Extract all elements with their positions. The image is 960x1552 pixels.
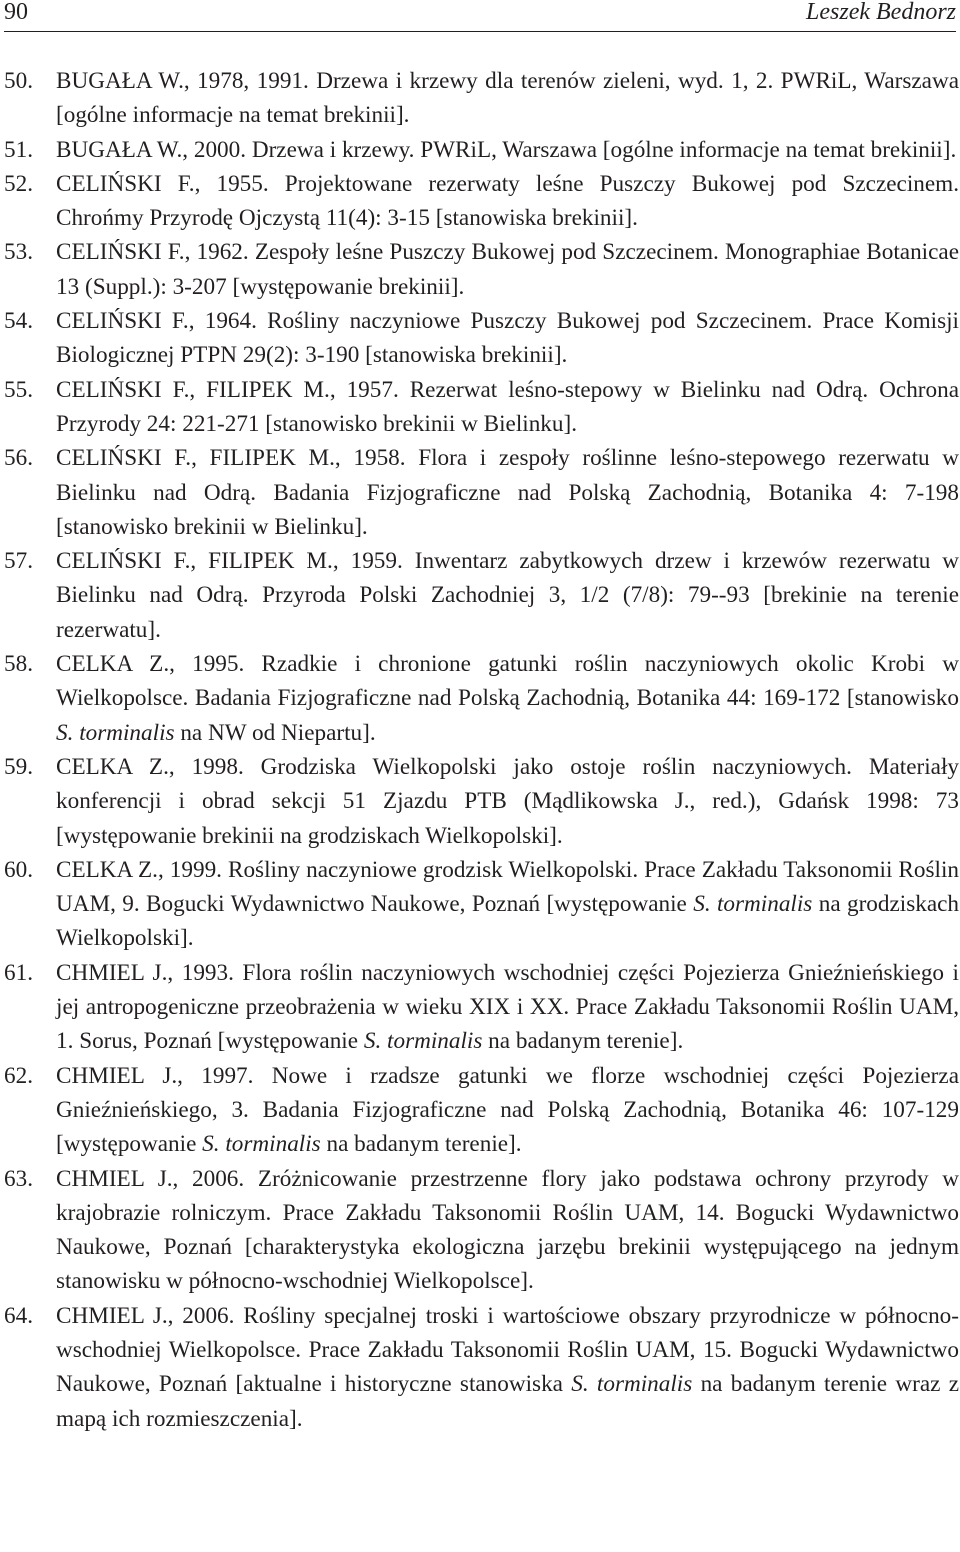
reference-text-segment: CELKA Z., 1998. Grodziska Wielkopolski jako ostoje roślin naczyniowych. Materiały konferencji i obrad sekcji 51 Zjazdu PTB (Mądlikowska J., red.), Gdańsk 1998: 73 [występowanie brekinii na grodziskach Wielkopolski].: [56, 753, 959, 849]
reference-number: 59.: [4, 753, 33, 780]
reference-number: 53.: [4, 239, 33, 266]
reference-text: [56, 1166, 959, 1295]
species-name-italic: S. torminalis: [693, 891, 813, 918]
reference-text-segment: CELIŃSKI F., FILIPEK M., 1959. Inwentarz zabytkowych drzew i krzewów rezerwatu w Bielinku nad Odrą. Przyroda Polski Zachodniej 3, 1/2 (7/8): 79--93 [brekinie na terenie rezerwatu].: [56, 548, 959, 643]
reference-text-segment: CELIŃSKI F., 1964. Rośliny naczyniowe Puszczy Bukowej pod Szczecinem. Prace Komisji Biologicznej PTPN 29(2): 3-190 [stanowiska brekinii].: [56, 308, 959, 369]
reference-text: [56, 308, 959, 368]
reference-number: 52.: [4, 170, 33, 197]
reference-number: 63.: [4, 1165, 33, 1192]
reference-entry: [4, 373, 959, 442]
species-name-italic: S. torminalis: [363, 1028, 483, 1055]
reference-text: [56, 754, 959, 849]
reference-number: 54.: [4, 308, 33, 335]
reference-text: [56, 239, 959, 299]
reference-number: 61.: [4, 959, 33, 986]
reference-text-segment: CELIŃSKI F., 1962. Zespoły leśne Puszczy Bukowej pod Szczecinem. Monographiae Botanicae 13 (Suppl.): 3-207 [występowanie brekinii].: [56, 239, 959, 300]
reference-text-segment: na grodziskach Wielkopolski].: [56, 891, 960, 952]
reference-entry: [4, 304, 959, 373]
reference-text-segment: CHMIEL J., 2006. Rośliny specjalnej troski i wartościowe obszary przyrodnicze w północno-wschodniej Wielkopolsce. Prace Zakładu Taksonomii Roślin UAM, 15. Bogucki Wydawnictwo Naukowe, Poznań [aktualne i historyczne stanowiska: [56, 1302, 959, 1398]
species-name-italic: S. torminalis: [202, 1131, 321, 1158]
reference-number: 60.: [4, 856, 33, 883]
reference-number: 64.: [4, 1302, 33, 1329]
reference-text-segment: BUGAŁA W., 2000. Drzewa i krzewy. PWRiL, Warszawa [ogólne informacje na temat brekinii].: [56, 136, 957, 163]
reference-text-segment: na badanym terenie wraz z mapą ich rozmieszczenia].: [56, 1371, 959, 1432]
reference-text-segment: CHMIEL J., 2006. Zróżnicowanie przestrzenne flory jako podstawa ochrony przyrody w krajobrazie rolniczym. Prace Zakładu Taksonomii Roślin UAM, 14. Bogucki Wydawnictwo Naukowe, Poznań [charakterystyka ekologiczna jarzębu brekinii występującego na jednym stanowisku w północno-wschodniej Wielkopolsce].: [56, 1165, 959, 1295]
reference-text-segment: CHMIEL J., 1993. Flora roślin naczyniowych wschodniej części Pojezierza Gnieźnieńskiego i jej antropogeniczne przeobrażenia w wieku XIX i XX. Prace Zakładu Taksonomii Roślin UAM, 1. Sorus, Poznań [występowanie: [56, 959, 959, 1055]
reference-text-segment: CELKA Z., 1999. Rośliny naczyniowe grodzisk Wielkopolski. Prace Zakładu Taksonomii Roślin UAM, 9. Bogucki Wydawnictwo Naukowe, Poznań [występowanie: [56, 856, 959, 918]
reference-entry: [4, 64, 959, 133]
page-number: 90: [4, 0, 28, 25]
reference-text: [56, 960, 959, 1055]
reference-number: 57.: [4, 548, 33, 575]
reference-list: [4, 64, 959, 1436]
header-rule: [4, 31, 956, 32]
reference-text-segment: CELKA Z., 1995. Rzadkie i chronione gatunki roślin naczyniowych okolic Krobi w Wielkopolsce. Badania Fizjograficzne nad Polską Zachodnią, Botanika 44: 169-172 [stanowisko: [56, 651, 959, 712]
reference-entry: [4, 853, 959, 956]
reference-text-segment: CELIŃSKI F., FILIPEK M., 1958. Flora i zespoły roślinne leśno-stepowego rezerwatu w Bielinku nad Odrą. Badania Fizjograficzne nad Polską Zachodnią, Botanika 4: 7-198 [stanowisko brekinii w Bielinku].: [56, 445, 959, 540]
reference-entry: [4, 647, 959, 750]
reference-entry: [4, 133, 959, 167]
reference-number: 58.: [4, 651, 33, 678]
reference-number: 51.: [4, 136, 33, 163]
reference-text: [56, 651, 959, 746]
reference-entry: [4, 1162, 959, 1299]
reference-text-segment: na badanym terenie].: [320, 1131, 522, 1158]
reference-text: [56, 171, 959, 231]
reference-entry: [4, 1059, 959, 1162]
species-name-italic: S. torminalis: [56, 719, 175, 746]
reference-text-segment: na NW od Niepartu].: [174, 719, 376, 746]
reference-text: [56, 548, 959, 643]
reference-entry: [4, 750, 959, 853]
reference-entry: [4, 956, 959, 1059]
reference-text: [56, 68, 959, 128]
reference-entry: [4, 1299, 959, 1436]
reference-text-segment: CELIŃSKI F., 1955. Projektowane rezerwaty leśne Puszczy Bukowej pod Szczecinem. Chrońmy Przyrodę Ojczystą 11(4): 3-15 [stanowiska brekinii].: [56, 170, 959, 232]
reference-text-segment: BUGAŁA W., 1978, 1991. Drzewa i krzewy dla terenów zieleni, wyd. 1, 2. PWRiL, Warszawa [ogólne informacje na temat brekinii].: [56, 68, 959, 129]
reference-number: 50.: [4, 68, 33, 94]
reference-text: [56, 1303, 959, 1432]
reference-number: 55.: [4, 376, 33, 403]
running-header: [4, 0, 956, 24]
reference-text: [56, 1063, 959, 1158]
reference-text-segment: CELIŃSKI F., FILIPEK M., 1957. Rezerwat leśno-stepowy w Bielinku nad Odrą. Ochrona Przyrody 24: 221-271 [stanowisko brekinii w Bielinku].: [56, 376, 959, 437]
species-name-italic: S. torminalis: [571, 1371, 693, 1398]
running-author: Leszek Bednorz: [806, 0, 956, 25]
reference-entry: [4, 235, 959, 304]
reference-text: [56, 377, 959, 437]
reference-text-segment: CHMIEL J., 1997. Nowe i rzadsze gatunki we florze wschodniej części Pojezierza Gnieźnieńskiego, 3. Badania Fizjograficzne nad Polską Zachodnią, Botanika 46: 107-129 [występowanie: [56, 1062, 959, 1158]
reference-entry: [4, 167, 959, 236]
reference-text: [56, 137, 956, 163]
reference-entry: [4, 441, 959, 544]
reference-text-segment: na badanym terenie].: [482, 1028, 684, 1055]
reference-number: 56.: [4, 445, 33, 472]
reference-text: [56, 445, 959, 540]
reference-text: [56, 857, 959, 952]
reference-entry: [4, 544, 959, 647]
reference-number: 62.: [4, 1062, 33, 1089]
